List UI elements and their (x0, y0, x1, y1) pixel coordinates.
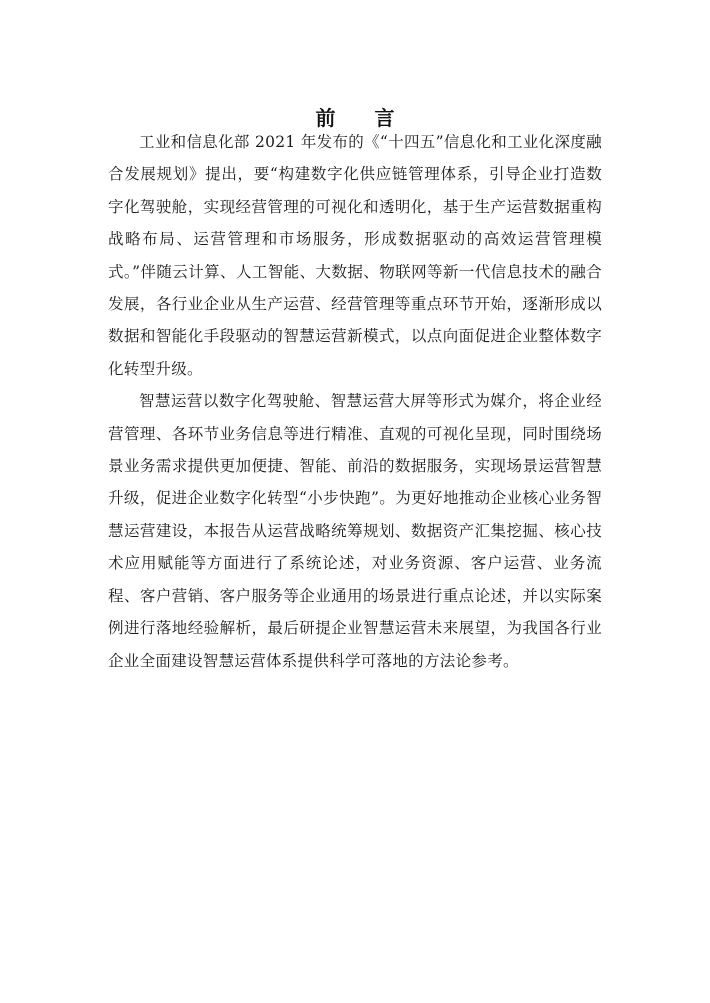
paragraph-1: 工业和信息化部 2021 年发布的《“十四五”信息化和工业化深度融合发展规划》提出，要“构建数字化供应链管理体系，引导企业打造数字化驾驶舱，实现经营管理的可视化和透明化，基于生产运营数据重构战略布局、运营管理和市场服务，形成数据驱动的高效运营管理模式。”伴随云计算、人工智能、大数据、物联网等新一代信息技术的融合发展，各行业企业从生产运营、经营管理等重点环节开始，逐渐形成以数据和智能化手段驱动的智慧运营新模式，以点向面促进企业整体数字化转型升级。 (108, 133, 602, 378)
paragraph-2: 智慧运营以数字化驾驶舱、智慧运营大屏等形式为媒介，将企业经营管理、各环节业务信息等进行精准、直观的可视化呈现，同时围绕场景业务需求提供更加便捷、智能、前沿的数据服务，实现场景运营智慧升级，促进企业数字化转型“小步快跑”。为更好地推动企业核心业务智慧运营建设，本报告从运营战略统筹规划、数据资产汇集挖掘、核心技术应用赋能等方面进行了系统论述，对业务资源、客户运营、业务流程、客户营销、客户服务等企业通用的场景进行重点论述，并以实际案例进行落地经验解析，最后研提企业智慧运营未来展望，为我国各行业企业全面建设智慧运营体系提供科学可落地的方法论参考。 (108, 392, 602, 670)
body-text (108, 126, 602, 677)
page-title: 前 言 (315, 106, 411, 131)
